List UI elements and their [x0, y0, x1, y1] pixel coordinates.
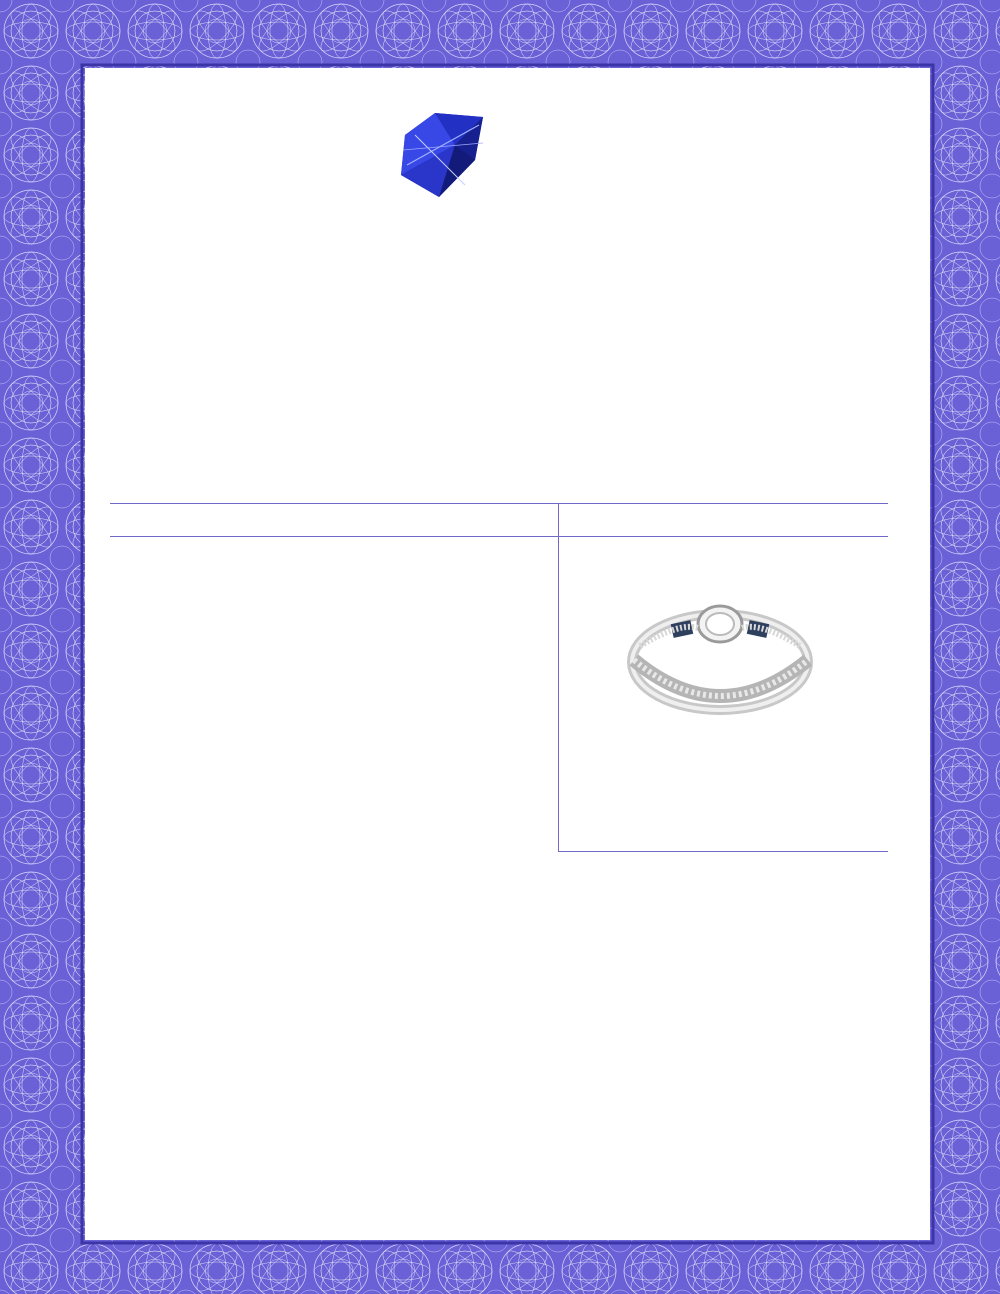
table-header-rule	[110, 536, 888, 537]
ring-image	[620, 582, 820, 737]
diamond-grading-chart	[95, 895, 595, 1215]
table-top-rule	[110, 503, 888, 504]
gem-icon	[395, 105, 635, 205]
table-column-divider	[558, 503, 559, 852]
table-bottom-rule	[558, 851, 888, 852]
